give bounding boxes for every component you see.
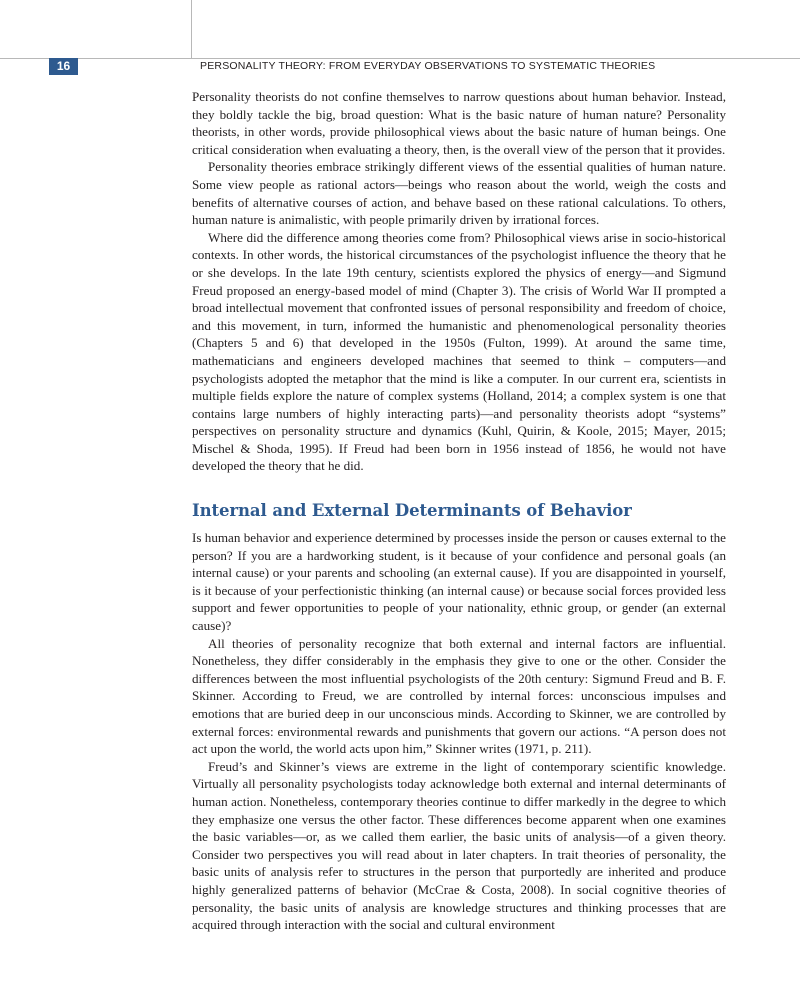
- body-paragraph: Where did the difference among theories come from? Philosophical views arise in socio-historical contexts. In other words, the historical circumstances of the psychologist influence the theory that he or she develops. In the late 19th century, scientists explored the physics of energy—and Sigmund Freud proposed an energy-based model of mind (Chapter 3). The crisis of World War II prompted a broad intellectual movement that confronted issues of personal responsibility and freedom of choice, and this movement, in turn, informed the humanistic and phenomenological personality theories (Chapters 5 and 6) that developed in the 1950s (Fulton, 1999). At around the same time, mathematicians and engineers developed machines that seemed to think – computers—and psychologists adopted the metaphor that the mind is like a computer. In our current era, scientists in multiple fields explore the nature of complex systems (Holland, 2014; a complex system is one that contains large numbers of highly interacting parts)—and personality theorists adopt “systems” perspectives on personality structure and dynamics (Kuhl, Quirin, & Koole, 2015; Mayer, 2015; Mischel & Shoda, 1995). If Freud had been born in 1956 instead of 1856, he would not have developed the theory that he did.: [192, 229, 726, 474]
- page-number: 16: [49, 58, 78, 75]
- page-body: [192, 88, 726, 934]
- running-head: PERSONALITY THEORY: FROM EVERYDAY OBSERVATIONS TO SYSTEMATIC THEORIES: [200, 60, 656, 72]
- body-paragraph: Personality theorists do not confine themselves to narrow questions about human behavior. Instead, they boldly tackle the big, broad question: What is the basic nature of human nature? Personality theorists, in other words, provide philosophical views about the basic nature of human beings. One critical consideration when evaluating a theory, then, is the overall view of the person that it provides.: [192, 89, 726, 157]
- body-paragraph: All theories of personality recognize that both external and internal factors are influential. Nonetheless, they differ considerably in the emphasis they give to one or the other. Consider the differences between the most influential psychologists of the 20th century: Sigmund Freud and B. F. Skinner. According to Freud, we are controlled by internal forces: unconscious impulses and emotions that are buried deep in our unconscious minds. According to Skinner, we are controlled by external forces: environmental rewards and punishments that govern our actions. “A person does not act upon the world, the world acts upon him,” Skinner writes (1971, p. 211).: [192, 635, 726, 757]
- body-paragraph: Freud’s and Skinner’s views are extreme in the light of contemporary scientific knowledge. Virtually all personality psychologists today acknowledge both external and internal determinants of human action. Nonetheless, contemporary theories continue to differ markedly in the degree to which they emphasize one versus the other factor. These differences become apparent when one examines the basic variables—or, as we called them earlier, the basic units of analysis—of a given theory. Consider two perspectives you will read about in later chapters. In trait theories of personality, the basic units of analysis refer to structures in the person that purportedly are inherited and produce highly generalized patterns of behavior (McCrae & Costa, 2008). In social cognitive theories of personality, the basic units of analysis are knowledge structures and thinking processes that are acquired through interaction with the social and cultural environment: [192, 758, 726, 933]
- section-heading: Internal and External Determinants of Behavior: [192, 501, 632, 521]
- body-paragraph: Is human behavior and experience determined by processes inside the person or causes external to the person? If you are a hardworking student, is it because of your confidence and personal goals (an internal cause) or your parents and schooling (an external cause). If you are disappointed in yourself, is it because of your perfectionistic thinking (an internal cause) or because social forces provided less support and fewer opportunities to people of your nationality, ethnic group, or gender (an external cause)?: [192, 530, 726, 634]
- header-vertical-rule: [191, 0, 192, 58]
- body-paragraph: Personality theories embrace strikingly different views of the essential qualities of human nature. Some view people as rational actors—beings who reason about the world, weigh the costs and benefits of alternative courses of action, and behave based on these rational calculations. To others, human nature is animalistic, with people primarily driven by irrational forces.: [192, 159, 726, 228]
